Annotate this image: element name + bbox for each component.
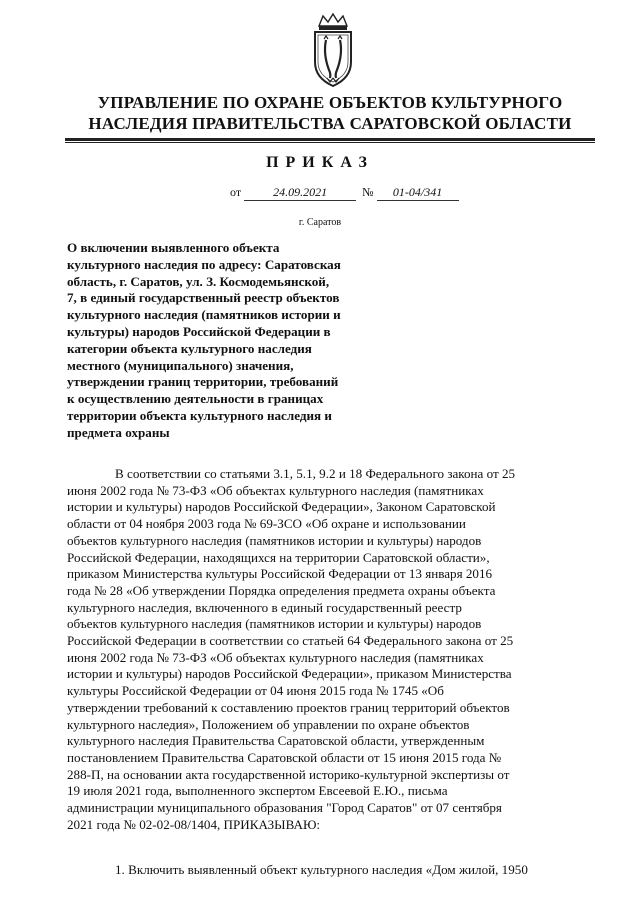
body-line: года № 28 «Об утверждении Порядка определения предмета охраны объекта (67, 582, 496, 598)
subject-line: культуры) народов Российской Федерации в (67, 323, 331, 339)
body-line: администрации муниципального образования "Город Саратов" от 07 сентября (67, 800, 502, 816)
subject-line: культурного наследия по адресу: Саратовская (67, 256, 341, 272)
order-date: 24.09.2021 (244, 185, 356, 201)
body-line: июня 2002 года № 73-ФЗ «Об объектах культурного наследия (памятниках (67, 482, 484, 498)
subject-line: категории объекта культурного наследия (67, 340, 312, 356)
subject-line: предмета охраны (67, 424, 170, 440)
body-line: культурного наследия», Положением об управлении по охране объектов (67, 716, 470, 732)
body-line: 2021 года № 02-02-08/1404, ПРИКАЗЫВАЮ: (67, 816, 321, 832)
subject-line: область, г. Саратов, ул. З. Космодемьянской, (67, 273, 330, 289)
body-line: постановлением Правительства Саратовской области от 15 июня 2015 года № (67, 749, 502, 765)
subject-line: местного (муниципального) значения, (67, 357, 294, 373)
order-item-1: 1. Включить выявленный объект культурного наследия «Дом жилой, 1950 (115, 862, 528, 877)
body-line: 19 июля 2021 года, выполненного экспертом Евсеевой Е.Ю., письма (67, 783, 448, 799)
subject-line: культурного наследия (памятников истории и (67, 307, 341, 323)
body-line: Российской Федерации, находящихся на территории Саратовской области», (67, 549, 490, 565)
body-line: утверждении требований к составлению проектов границ территорий объектов (67, 699, 510, 715)
preamble-paragraph (67, 466, 605, 833)
body-line: Российской Федерации в соответствии со статьей 64 Федерального закона от 25 (67, 633, 514, 649)
body-line: июня 2002 года № 73-ФЗ «Об объектах культурного наследия (памятниках (67, 649, 484, 665)
body-line: приказом Министерства культуры Российской Федерации от 13 января 2016 (67, 566, 493, 582)
department-name-line-1: УПРАВЛЕНИЕ ПО ОХРАНЕ ОБЪЕКТОВ КУЛЬТУРНОГО (97, 93, 563, 112)
body-line: истории и культуры) народов Российской Федерации», приказом Министерства (67, 666, 512, 682)
document-title: ПРИКАЗ (266, 154, 374, 171)
subject-line: утверждении границ территории, требований (67, 374, 339, 390)
body-line: истории и культуры) народов Российской Федерации», Законом Саратовской (67, 499, 496, 515)
coat-of-arms-emblem (307, 12, 359, 90)
subject-line: 7, в единый государственный реестр объектов (67, 290, 340, 306)
number-prefix: № (362, 185, 374, 199)
body-line: культурного наследия, включенного в единый государственный реестр (67, 599, 462, 615)
body-line: 288-П, на основании акта государственной историко-культурной экспертизы от (67, 766, 510, 782)
date-prefix: от (230, 185, 242, 199)
order-number: 01-04/341 (377, 185, 459, 201)
body-line: объектов культурного наследия (памятников истории и культуры) народов (67, 532, 482, 548)
subject-line: к осуществлению деятельности в границах (67, 391, 324, 407)
body-line: области от 04 ноября 2003 года № 69-ЗСО «Об охране и использовании (67, 516, 466, 532)
header-rule-thin (65, 142, 595, 143)
subject-line: О включении выявленного объекта (67, 240, 280, 255)
header-rule-thick (65, 138, 595, 141)
city-label: г. Саратов (298, 217, 342, 228)
body-line: В соответствии со статьями 3.1, 5.1, 9.2 и 18 Федерального закона от 25 (115, 466, 516, 481)
order-date-number-line (230, 185, 459, 201)
body-line: культуры Российской Федерации от 04 июня 2015 года № 1745 «Об (67, 683, 444, 699)
department-name-line-2: НАСЛЕДИЯ ПРАВИТЕЛЬСТВА САРАТОВСКОЙ ОБЛАСТИ (88, 114, 572, 133)
body-line: объектов культурного наследия (памятников истории и культуры) народов (67, 616, 482, 632)
body-line: культурного наследия Правительства Саратовской области, утвержденным (67, 733, 485, 749)
order-subject (67, 240, 407, 442)
subject-line: территории объекта культурного наследия и (67, 407, 332, 423)
